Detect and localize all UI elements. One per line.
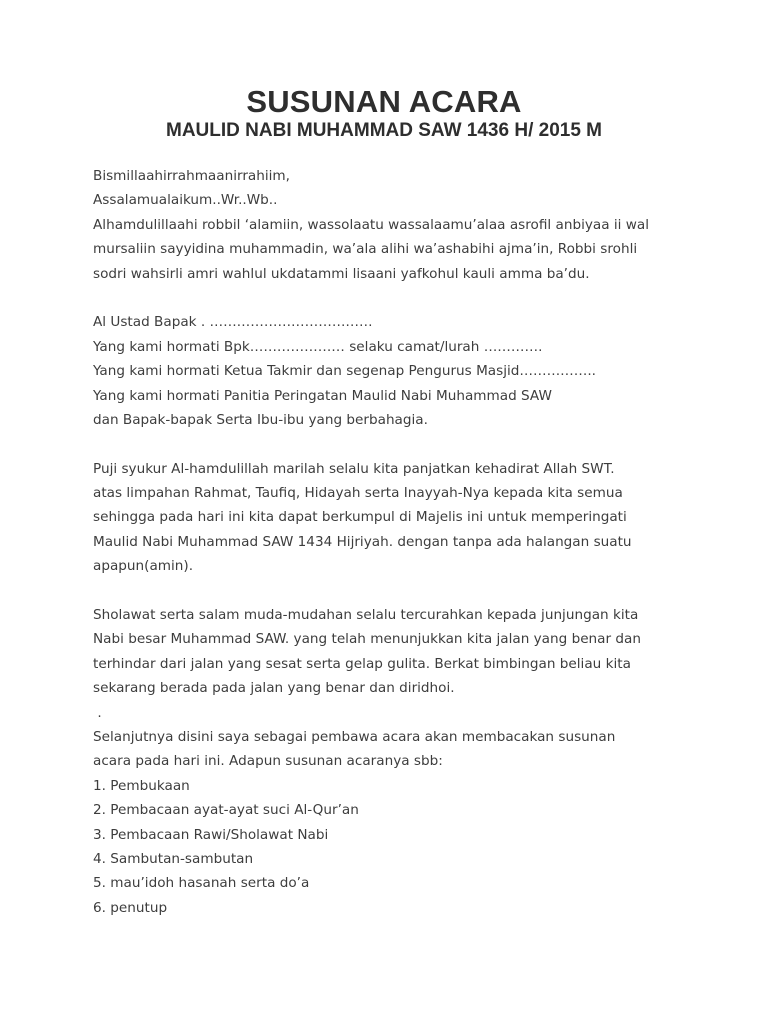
- gratitude-line: sehingga pada hari ini kita dapat berkumpul di Majelis ini untuk memperingati: [93, 509, 627, 526]
- agenda-item: 5. mau’idoh hasanah serta do’a: [93, 875, 310, 892]
- gratitude-line: apapun(amin).: [93, 558, 194, 575]
- intro-line: acara pada hari ini. Adapun susunan acaranya sbb:: [93, 753, 443, 770]
- agenda-item: 2. Pembacaan ayat-ayat suci Al-Qur’an: [93, 802, 359, 819]
- sholawat-line: terhindar dari jalan yang sesat serta gelap gulita. Berkat bimbingan beliau kita: [93, 655, 631, 672]
- document-subtitle: MAULID NABI MUHAMMAD SAW 1436 H/ 2015 M: [166, 120, 602, 141]
- sholawat-paragraph: [93, 603, 693, 701]
- document-body: [93, 164, 693, 920]
- opening-line: mursaliin sayyidina muhammadin, wa’ala alihi wa’ashabihi ajma’in, Robbi srohli: [93, 241, 638, 258]
- opening-paragraph: [93, 164, 693, 286]
- greeting-line: Al Ustad Bapak . ………………………………: [93, 314, 373, 331]
- opening-line: Bismillaahirrahmaanirrahiim,: [93, 168, 290, 184]
- agenda-item: 3. Pembacaan Rawi/Sholawat Nabi: [93, 826, 329, 843]
- gratitude-paragraph: [93, 457, 693, 579]
- intro-line: Selanjutnya disini saya sebagai pembawa acara akan membacakan susunan: [93, 728, 616, 745]
- opening-line: sodri wahsirli amri wahlul ukdatammi lisaani yafkohul kauli amma ba’du.: [93, 265, 590, 282]
- gratitude-line: atas limpahan Rahmat, Taufiq, Hidayah serta Inayyah-Nya kepada kita semua: [93, 485, 623, 502]
- dot-line: .: [93, 704, 102, 721]
- greeting-line: Yang kami hormati Panitia Peringatan Maulid Nabi Muhammad SAW: [93, 387, 552, 404]
- gratitude-line: Puji syukur Al-hamdulillah marilah selalu kita panjatkan kehadirat Allah SWT.: [93, 460, 615, 477]
- greetings-paragraph: [93, 310, 693, 432]
- sholawat-line: Sholawat serta salam muda-mudahan selalu tercurahkan kepada junjungan kita: [93, 607, 639, 624]
- agenda-list: [93, 774, 693, 920]
- opening-line: Alhamdulillaahi robbil ‘alamiin, wassolaatu wassalaamu’alaa asrofil anbiyaa ii wal: [93, 216, 649, 233]
- intro-paragraph: [93, 725, 693, 774]
- agenda-item: 4. Sambutan-sambutan: [93, 850, 254, 867]
- document-title: SUSUNAN ACARA: [246, 84, 522, 119]
- agenda-item: 6. penutup: [93, 899, 168, 916]
- greeting-line: Yang kami hormati Bpk………………… selaku camat/lurah ………….: [93, 338, 543, 355]
- greeting-line: Yang kami hormati Ketua Takmir dan segenap Pengurus Masjid……………..: [93, 363, 596, 380]
- greeting-line: dan Bapak-bapak Serta Ibu-ibu yang berbahagia.: [93, 411, 428, 428]
- agenda-item: 1. Pembukaan: [93, 777, 190, 794]
- opening-line: Assalamualaikum..Wr..Wb..: [93, 192, 278, 209]
- sholawat-line: Nabi besar Muhammad SAW. yang telah menunjukkan kita jalan yang benar dan: [93, 631, 641, 648]
- sholawat-line: sekarang berada pada jalan yang benar dan diridhoi.: [93, 680, 455, 697]
- gratitude-line: Maulid Nabi Muhammad SAW 1434 Hijriyah. dengan tanpa ada halangan suatu: [93, 533, 632, 550]
